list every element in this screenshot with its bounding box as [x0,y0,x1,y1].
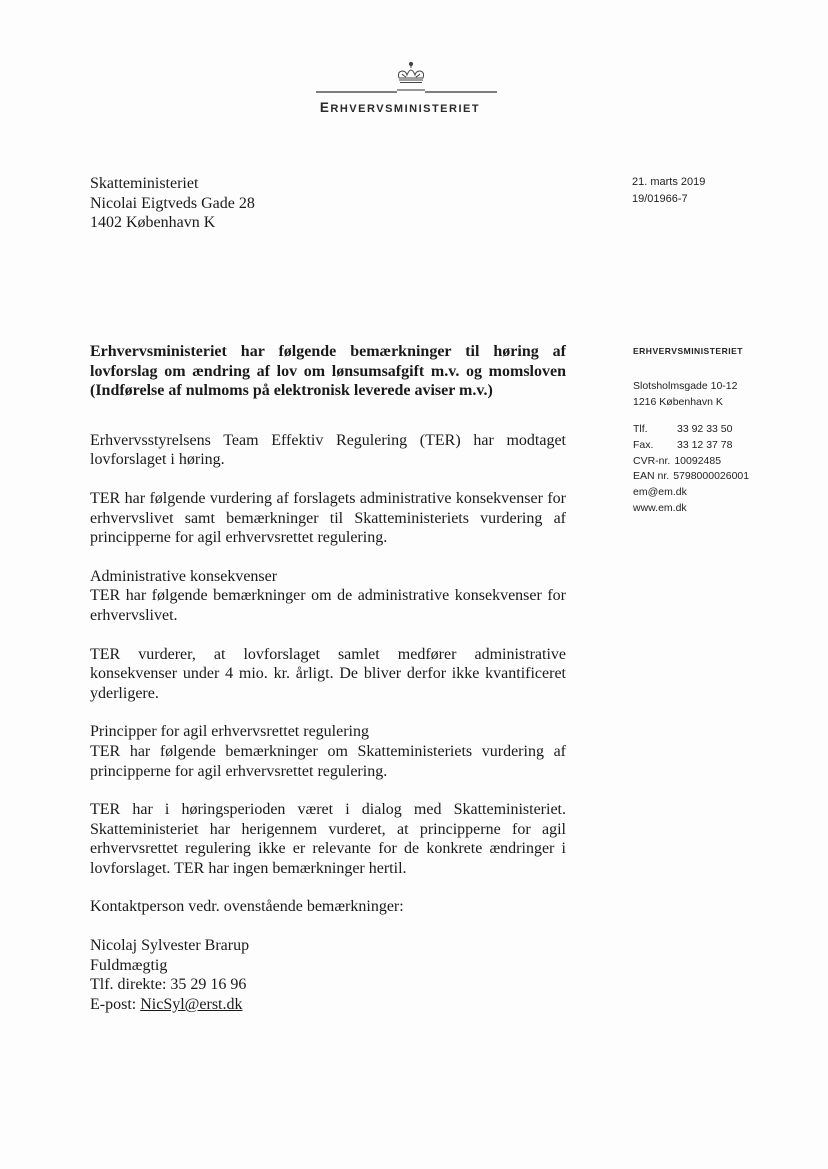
sidebar-fax [633,438,749,454]
sidebar-address-line1: Slotsholmsgade 10-12 [633,380,738,392]
crown-logo-icon [300,58,500,98]
contact-email-link[interactable]: NicSyl@erst.dk [140,995,243,1013]
letter-date: 21. marts 2019 [632,176,706,188]
recipient-name: Skatteministeriet [90,175,199,192]
sidebar-website[interactable]: www.em.dk [633,501,687,514]
sidebar-fax-value: 33 12 37 78 [677,438,733,451]
wordmark-initial: E [319,100,331,115]
recipient-address [90,174,255,233]
letter-meta [632,174,705,208]
sender-sidebar [633,346,749,517]
sidebar-email[interactable]: em@em.dk [633,486,687,499]
ministry-wordmark [260,100,540,115]
contact-phone: Tlf. direkte: 35 29 16 96 [90,976,247,994]
sidebar-ean [633,469,749,485]
letter-subject: Erhvervsministeriet har følgende bemærkninger til høring af lovforslag om ændring af lov om lønsumsafgift m.v. og momsloven (Indførelse af nulmoms på elektronisk leverede aviser m.v.) [90,343,566,400]
recipient-city: 1402 København K [90,214,216,231]
sidebar-contact [633,422,749,517]
contact-name: Nicolaj Sylvester Brarup [90,937,250,955]
sidebar-tlf-value: 33 92 33 50 [677,423,733,435]
sidebar-address [633,378,749,410]
letter-reference: 19/01966-7 [632,193,688,205]
sidebar-cvr-label: CVR-nr. [633,454,671,467]
sidebar-fax-label: Fax. [633,438,654,451]
paragraph-principles-remarks: TER har følgende bemærkninger om Skatteministeriets vurdering af principperne for agil erhvervsrettet regulering. [90,742,566,780]
sidebar-tlf-label: Tlf. [633,423,648,435]
sidebar-address-line2: 1216 København K [633,396,723,408]
paragraph-assessment: TER har følgende vurdering af forslagets administrative konsekvenser for erhvervslivet samt bemærkninger til Skatteministeriets vurdering af principperne for agil erhvervsrettet regulering. [90,489,566,547]
paragraph-admin-remarks: TER har følgende bemærkninger om de administrative konsekvenser for erhvervslivet. [90,587,566,624]
contact-email-line [90,995,566,1015]
sidebar-ean-label: EAN nr. [633,470,670,483]
heading-administrative: Administrative konsekvenser [90,567,278,585]
contact-title: Fuldmægtig [90,956,168,974]
contact-intro: Kontaktperson vedr. ovenstående bemærkninger: [90,898,404,916]
paragraph-received: Erhvervsstyrelsens Team Effektiv Regulering (TER) har modtaget lovforslaget i høring. [90,431,566,469]
sidebar-ministry-name: ERHVERVSMINISTERIET [633,346,743,356]
contact-email-label: E-post: [90,995,141,1013]
paragraph-dialog: TER har i høringsperioden været i dialog med Skatteministeriet. Skatteministeriet har herigennem vurderet, at principperne for agil erhvervsrettet regulering ikke er relevante for de konkrete ændringer i lovforslaget. TER har ingen bemærkninger hertil. [90,801,566,877]
sidebar-tlf [633,422,749,438]
paragraph-admin-estimate: TER vurderer, at lovforslaget samlet medfører administrative konsekvenser under 4 mio. kr. årligt. De bliver derfor ikke kvantificeret yderligere. [90,645,566,702]
letter-body [90,342,566,1014]
sidebar-cvr-value: 10092485 [674,454,722,467]
sidebar-ean-value: 5798000026001 [673,470,750,483]
wordmark-rest: RHVERVSMINISTERIET [330,103,481,115]
recipient-street: Nicolai Eigtveds Gade 28 [90,194,255,212]
heading-principles: Principper for agil erhvervsrettet regulering [90,723,369,741]
sidebar-cvr [633,454,749,470]
